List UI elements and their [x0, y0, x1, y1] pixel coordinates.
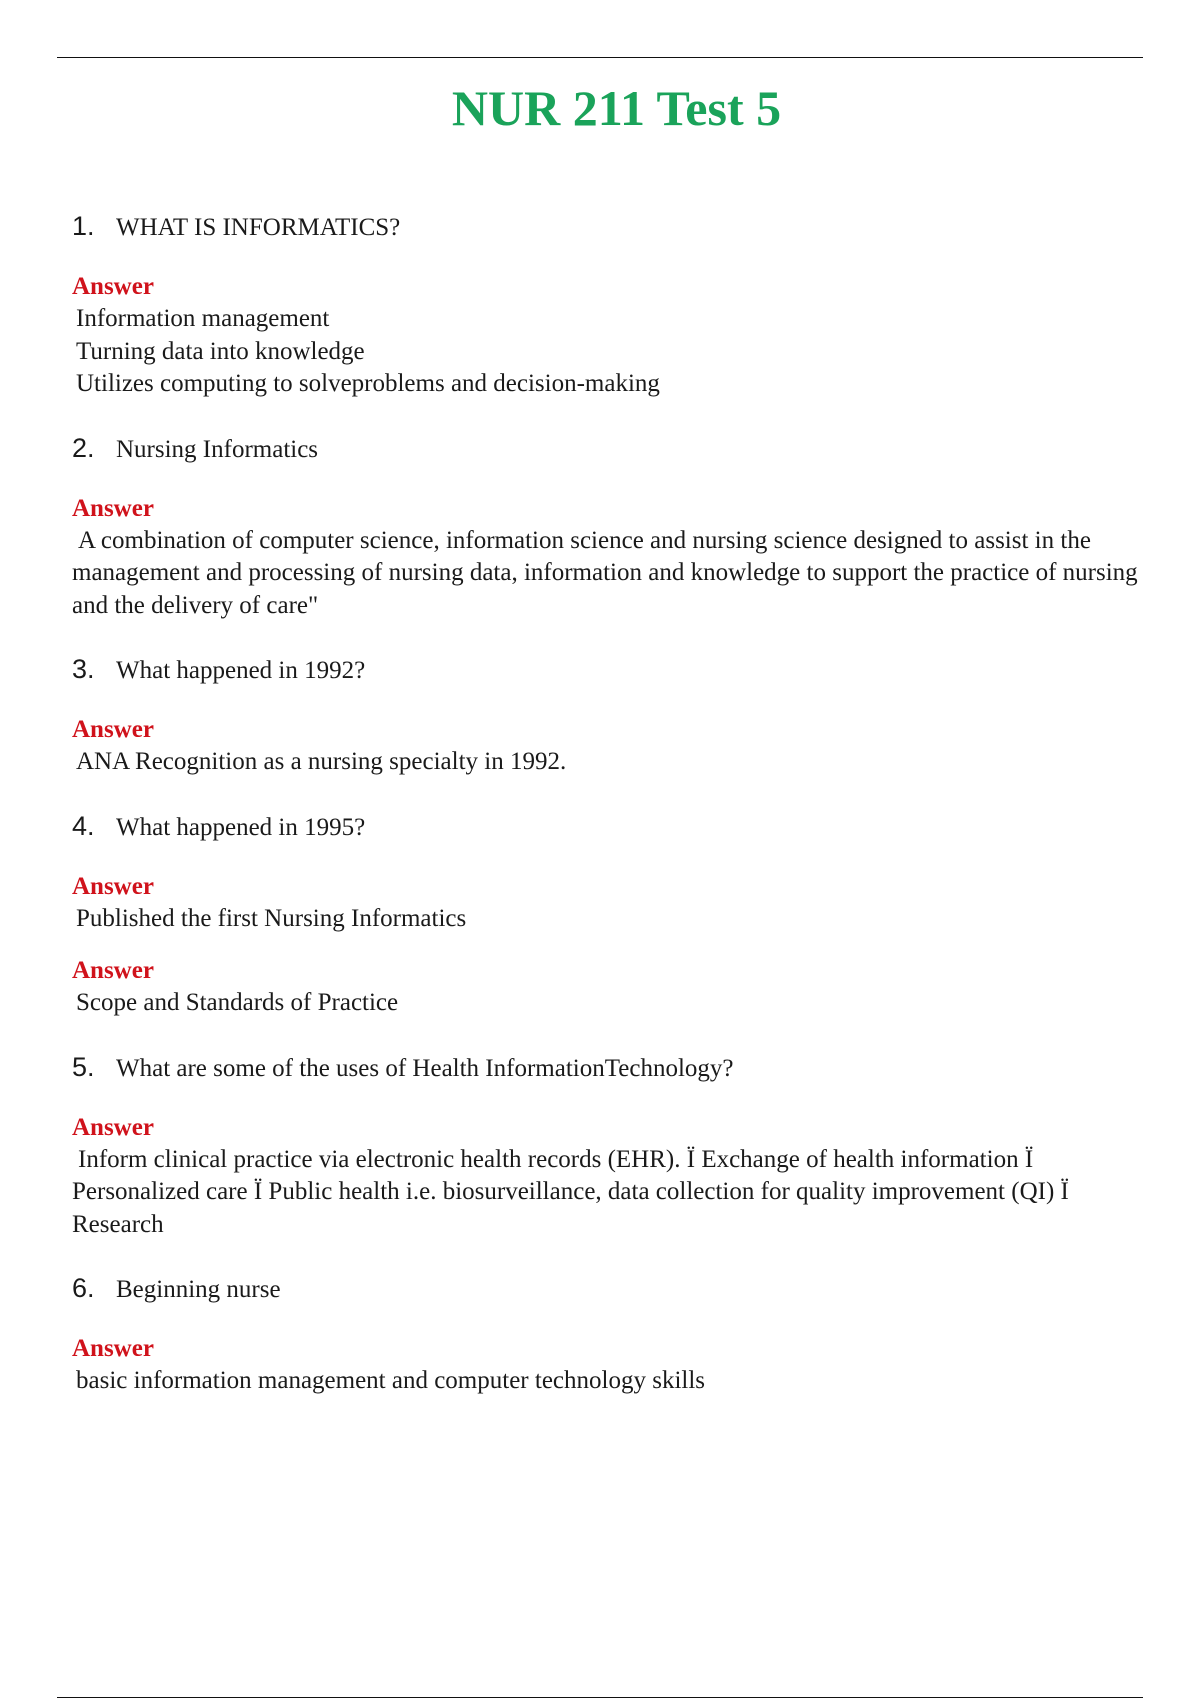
answer-block — [72, 714, 1152, 779]
answer-text: Scope and Standards of Practice — [76, 989, 399, 1016]
answer-text: ANA Recognition as a nursing specialty in 1992. — [76, 748, 567, 775]
question-text: What happened in 1995? — [116, 813, 366, 841]
question-text: Beginning nurse — [116, 1276, 281, 1303]
answer-block — [72, 1112, 1152, 1242]
question-item — [72, 433, 1152, 655]
answer-block — [72, 955, 1152, 1020]
top-rule — [57, 57, 1143, 58]
answer-label: Answer — [72, 1113, 154, 1141]
question-item — [72, 1273, 1152, 1430]
item-spacer — [72, 779, 1152, 811]
answer-label: Answer — [72, 1335, 154, 1362]
question-answer-list — [72, 211, 1152, 1430]
question-item — [72, 211, 1152, 433]
answer-label: Answer — [72, 872, 154, 900]
answer-block — [72, 1333, 1152, 1398]
bottom-rule — [57, 1697, 1143, 1698]
answer-block — [72, 271, 1152, 401]
answer-text: Published the first Nursing Informatics — [76, 904, 467, 932]
question-row — [72, 811, 1152, 851]
answer-text: Information management — [76, 305, 330, 332]
answer-block — [72, 493, 1152, 623]
question-row — [72, 211, 1152, 251]
item-spacer — [72, 622, 1152, 654]
question-item — [72, 811, 1152, 1052]
answer-text: basic information management and computer technology skills — [76, 1367, 706, 1394]
question-item — [72, 654, 1152, 811]
answer-label: Answer — [72, 716, 154, 743]
answer-text: Inform clinical practice via electronic health records (EHR). Ï Exchange of health information Ï Personalized care Ï Public health i.e. biosurveillance, data collection for quality improvement (QI) Ï Research — [72, 1145, 1069, 1238]
answer-text: Turning data into knowledge — [76, 337, 365, 365]
answer-text: A combination of computer science, information science and nursing science designed to assist in the management and processing of nursing data, information and knowledge to support the practice of nursing and the delivery of care" — [72, 526, 1138, 619]
question-text: What are some of the uses of Health InformationTechnology? — [116, 1054, 734, 1082]
question-number: 3. — [72, 654, 95, 684]
question-number: 1. — [72, 211, 95, 241]
item-spacer — [72, 401, 1152, 433]
question-text: Nursing Informatics — [116, 435, 319, 463]
question-row — [72, 433, 1152, 473]
question-text: What happened in 1992? — [116, 657, 366, 684]
question-item — [72, 1052, 1152, 1274]
answer-block — [72, 871, 1152, 936]
question-row — [72, 1052, 1152, 1092]
question-number: 2. — [72, 432, 95, 463]
question-number: 5. — [72, 1051, 95, 1082]
question-number: 4. — [72, 810, 95, 841]
answer-label: Answer — [72, 494, 154, 522]
question-row — [72, 654, 1152, 694]
answer-text: Utilizes computing to solveproblems and decision-making — [76, 370, 660, 397]
item-spacer — [72, 1020, 1152, 1052]
item-spacer — [72, 1398, 1152, 1430]
answer-label: Answer — [72, 273, 154, 300]
item-spacer — [72, 1241, 1152, 1273]
question-text: WHAT IS INFORMATICS? — [116, 214, 401, 241]
question-number: 6. — [72, 1273, 95, 1303]
document-title: NUR 211 Test 5 — [451, 80, 782, 136]
answer-label: Answer — [72, 957, 154, 984]
question-row — [72, 1273, 1152, 1313]
